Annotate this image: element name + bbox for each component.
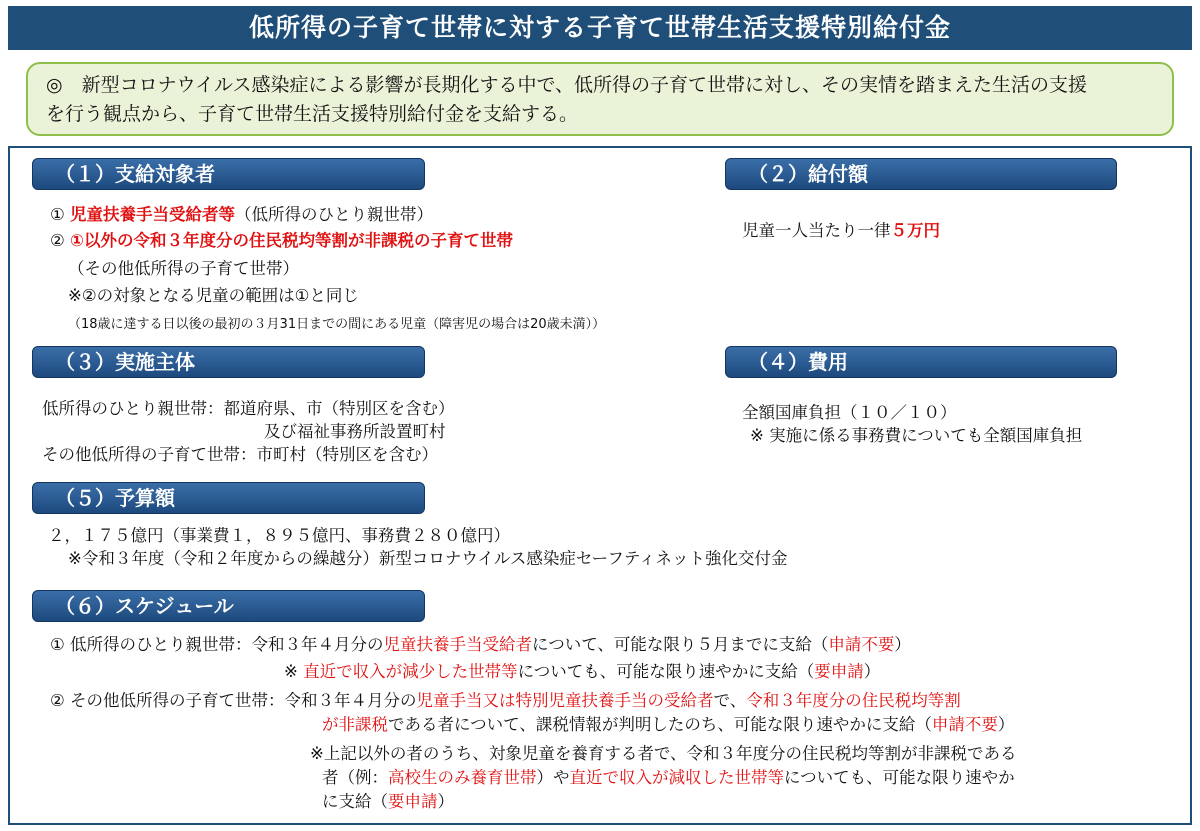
s6-line-b (284, 661, 880, 683)
s6-b-mid: についても、可能な限り速やかに支給（ (517, 662, 815, 681)
page-title: 低所得の子育て世帯に対する子育て世帯生活支援特別給付金 (8, 6, 1192, 50)
s1-line-5: （18歳に達する日以後の最初の３月31日までの間にある児童（障害児の場合は20歳未満）） (68, 317, 606, 332)
s6-g-end: ） (437, 792, 454, 811)
s6-line-e: ※上記以外の者のうち、対象児童を養育する者で、令和３年度分の住民税均等割が非課税である (310, 744, 1017, 763)
s6-b-red1: 直近で収入が減少した世帯等 (303, 662, 518, 681)
s1-line-1 (50, 204, 433, 226)
s6-b-red2: 要申請 (814, 662, 864, 681)
s6-c-pre: ② その他低所得の子育て世帯：令和３年４月分の (50, 691, 417, 710)
s1-l1-num: ① (50, 205, 65, 224)
s6-f-mid: ）や (536, 768, 570, 787)
s1-line-3: （その他低所得の子育て世帯） (68, 259, 299, 278)
s6-line-d (322, 714, 1014, 736)
s6-f-pre: 者（例： (322, 768, 388, 787)
section-2-heading: （２）給付額 (725, 158, 1117, 190)
s6-f-red1: 高校生のみ養育世帯 (388, 768, 537, 787)
s4-line-2: ※ 実施に係る事務費についても全額国庫負担 (750, 426, 1083, 445)
s5-line-1: ２，１７５億円（事業費１，８９５億円、事務費２８０億円） (48, 526, 510, 545)
s6-f-red2: 直近で収入が減収した世帯等 (569, 768, 784, 787)
s6-f-end: についても、可能な限り速やか (784, 768, 1015, 787)
s1-line-2 (50, 230, 513, 252)
s6-b-end: ） (863, 662, 881, 681)
s1-l2-red: ①以外の令和３年度分の住民税均等割が非課税の子育て世帯 (70, 231, 514, 250)
s6-g-pre: に支給（ (322, 792, 388, 811)
intro-line-2: を行う観点から、子育て世帯生活支援特別給付金を支給する。 (46, 103, 579, 125)
s1-l1-rest: （低所得のひとり親世帯） (235, 205, 434, 224)
s6-c-red1: 児童手当又は特別児童扶養手当の受給者 (416, 691, 714, 710)
s2-text: 児童一人当たり一律 (742, 221, 891, 240)
s6-a-pre: ① 低所得のひとり親世帯：令和３年４月分の (50, 635, 384, 654)
s2-amount: ５万円 (890, 221, 940, 240)
section-5-heading: （５）予算額 (32, 482, 425, 514)
section-6-heading: （６）スケジュール (32, 590, 425, 622)
s6-a-red1: 児童扶養手当受給者 (383, 635, 533, 654)
s4-line-1: 全額国庫負担（１０／１０） (742, 403, 957, 422)
s3-line-1: 低所得のひとり親世帯：都道府県、市（特別区を含む） (42, 399, 455, 418)
s6-line-f (322, 767, 1015, 789)
s6-a-mid: について、可能な限り５月までに支給（ (532, 635, 829, 654)
section-3-heading: （３）実施主体 (32, 346, 425, 378)
s6-g-red: 要申請 (388, 792, 438, 811)
s6-d-red2: 申請不要 (931, 715, 998, 734)
s6-d-red1: が非課税 (322, 715, 388, 734)
s6-line-c (50, 690, 961, 712)
intro-box (26, 62, 1174, 136)
s6-c-mid: で、 (713, 691, 747, 710)
s6-d-mid: である者について、課税情報が判明したのち、可能な限り速やかに支給（ (388, 715, 932, 734)
section-1-heading: （１）支給対象者 (32, 158, 425, 190)
s6-b-pre: ※ (284, 662, 304, 681)
s3-line-3: その他低所得の子育て世帯：市町村（特別区を含む） (42, 445, 438, 464)
s6-c-red2: 令和３年度分の住民税均等割 (746, 691, 961, 710)
s1-l1-red: 児童扶養手当受給者等 (70, 205, 236, 224)
s6-a-end: ） (894, 635, 911, 654)
s5-line-2: ※令和３年度（令和２年度からの繰越分）新型コロナウイルス感染症セーフティネット強化交付金 (68, 549, 788, 568)
s3-line-2: 及び福祉事務所設置町村 (264, 422, 446, 441)
s6-d-end: ） (997, 715, 1015, 734)
s6-a-red2: 申請不要 (828, 635, 895, 654)
s1-l2-num: ② (50, 231, 65, 250)
intro-line-1: ◎ 新型コロナウイルス感染症による影響が長期化する中で、低所得の子育て世帯に対し、その実情を踏まえた生活の支援 (46, 74, 1088, 96)
s1-line-4: ※②の対象となる児童の範囲は①と同じ (68, 286, 359, 305)
section-4-heading: （４）費用 (725, 346, 1117, 378)
s6-line-g (322, 791, 454, 813)
s2-line (742, 220, 940, 242)
s6-line-a (50, 634, 911, 656)
